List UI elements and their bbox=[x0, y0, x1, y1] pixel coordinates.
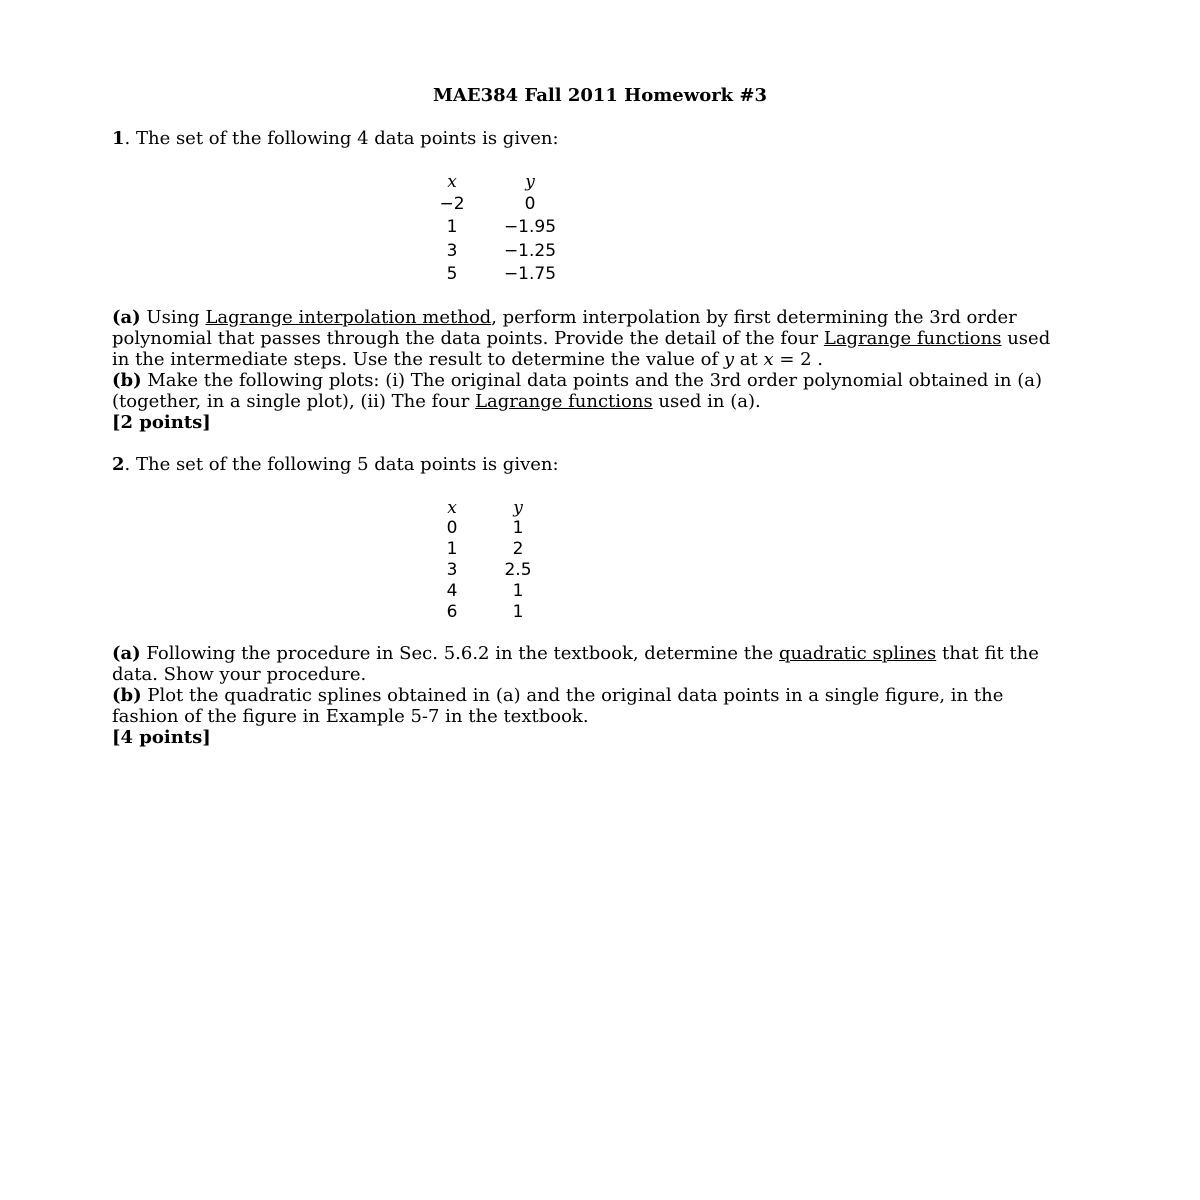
p1-header-y: y bbox=[525, 172, 535, 192]
table-cell: 1 bbox=[446, 539, 458, 559]
underlined-term: Lagrange functions bbox=[823, 328, 1002, 349]
problem2-number: 2 bbox=[112, 454, 125, 475]
text: , perform interpolation by first determining the 3rd order bbox=[491, 307, 1017, 328]
underlined-term: Lagrange functions bbox=[475, 391, 653, 412]
table-cell: 0 bbox=[524, 194, 536, 214]
table-cell: 3 bbox=[446, 241, 458, 261]
math-var: y bbox=[723, 349, 735, 370]
text: Make the following plots: (i) The original data points and the 3rd order polynomial obtained in (a) bbox=[141, 370, 1043, 391]
text: Following the procedure in Sec. 5.6.2 in the textbook, determine the bbox=[140, 643, 779, 664]
text: Using bbox=[140, 307, 206, 328]
p2-part-b-label: (b) bbox=[112, 685, 142, 706]
text: data. Show your procedure. bbox=[112, 664, 367, 685]
underlined-term: quadratic splines bbox=[778, 643, 937, 664]
p2-points: [4 points] bbox=[112, 727, 211, 748]
text: = 2 . bbox=[773, 349, 824, 370]
text: Plot the quadratic splines obtained in (a) and the original data points in a single figure, in the bbox=[141, 685, 1004, 706]
table-cell: 0 bbox=[446, 518, 458, 538]
text: polynomial that passes through the data points. Provide the detail of the four bbox=[112, 328, 824, 349]
problem2-intro bbox=[112, 454, 559, 475]
table-cell: −1.75 bbox=[503, 264, 557, 284]
table-cell: 1 bbox=[512, 602, 524, 622]
p2-part-a-label: (a) bbox=[112, 643, 141, 664]
p1-header-x: x bbox=[447, 172, 457, 192]
p2-header-x: x bbox=[447, 498, 457, 518]
page-title: MAE384 Fall 2011 Homework #3 bbox=[432, 85, 768, 106]
text: fashion of the figure in Example 5-7 in the textbook. bbox=[112, 706, 589, 727]
p1-part-b-label: (b) bbox=[112, 370, 142, 391]
table-cell: 5 bbox=[446, 264, 458, 284]
problem1-body bbox=[112, 307, 1092, 433]
problem2-intro-text: . The set of the following 5 data points is given: bbox=[124, 454, 559, 475]
p1-points: [2 points] bbox=[112, 412, 211, 433]
problem1-intro bbox=[112, 128, 559, 149]
text: at bbox=[734, 349, 764, 370]
table-cell: −2 bbox=[439, 194, 465, 214]
text: (together, in a single plot), (ii) The four bbox=[112, 391, 476, 412]
text: used in (a). bbox=[652, 391, 761, 412]
table-cell: 6 bbox=[446, 602, 458, 622]
math-var: x bbox=[763, 349, 774, 370]
table-cell: 1 bbox=[446, 217, 458, 237]
p2-header-y: y bbox=[513, 498, 523, 518]
underlined-term: Lagrange interpolation method bbox=[205, 307, 492, 328]
table-cell: 2 bbox=[512, 539, 524, 559]
table-cell: −1.25 bbox=[503, 241, 557, 261]
table-cell: 2.5 bbox=[504, 560, 532, 580]
text: in the intermediate steps. Use the result to determine the value of bbox=[112, 349, 724, 370]
table-cell: 1 bbox=[512, 581, 524, 601]
text: that fit the bbox=[936, 643, 1039, 664]
problem1-number: 1 bbox=[112, 128, 125, 149]
p1-part-a-label: (a) bbox=[112, 307, 141, 328]
problem1-intro-text: . The set of the following 4 data points is given: bbox=[124, 128, 559, 149]
table-cell: 4 bbox=[446, 581, 458, 601]
table-cell: −1.95 bbox=[503, 217, 557, 237]
text: used bbox=[1001, 328, 1051, 349]
table-cell: 1 bbox=[512, 518, 524, 538]
table-cell: 3 bbox=[446, 560, 458, 580]
problem2-body bbox=[112, 643, 1092, 748]
